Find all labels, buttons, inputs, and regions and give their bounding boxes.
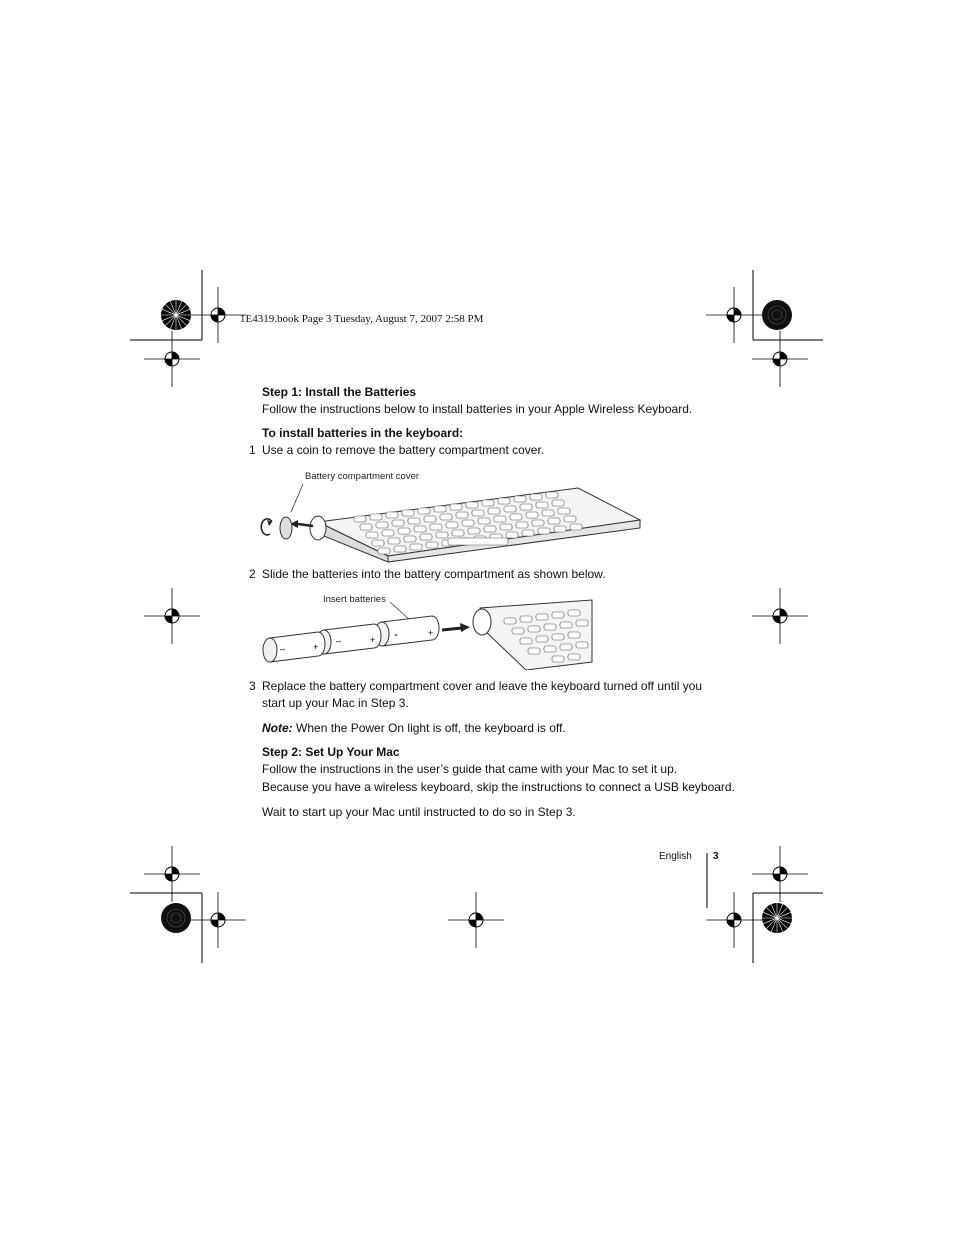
- item1-text: Use a coin to remove the battery compartment cover.: [262, 443, 545, 457]
- step1-heading: Step 1: Install the Batteries: [262, 385, 417, 399]
- step2-line2: Because you have a wireless keyboard, skip the instructions to connect a USB keyboard.: [262, 780, 735, 794]
- svg-text:–: –: [280, 644, 286, 654]
- item2-text: Slide the batteries into the battery compartment as shown below.: [262, 567, 606, 581]
- callout-battery-cover: Battery compartment cover: [305, 471, 420, 482]
- item2-number: 2: [249, 567, 256, 581]
- item3-text-line2: start up your Mac in Step 3.: [262, 696, 409, 710]
- step2-heading: Step 2: Set Up Your Mac: [262, 745, 400, 759]
- step2-line1: Follow the instructions in the user’s guide that came with your Mac to set it up.: [262, 762, 678, 776]
- footer-language: English: [659, 851, 692, 862]
- note-label: Note:: [262, 721, 293, 735]
- svg-text:+: +: [313, 642, 319, 652]
- note: [262, 720, 566, 737]
- step2-line3: Wait to start up your Mac until instructed to do so in Step 3.: [262, 805, 576, 819]
- callout-insert-batteries: Insert batteries: [323, 594, 386, 605]
- keyboard-cover-illustration: [258, 478, 658, 568]
- note-text: When the Power On light is off, the keyboard is off.: [296, 721, 566, 735]
- item1-number: 1: [249, 443, 256, 457]
- svg-text:–: –: [336, 636, 342, 646]
- item3-number: 3: [249, 679, 256, 693]
- batteries-illustration: [260, 598, 600, 670]
- svg-text:-: -: [394, 627, 398, 641]
- svg-text:+: +: [370, 635, 376, 645]
- step1-intro: Follow the instructions below to install batteries in your Apple Wireless Keyboard.: [262, 402, 693, 416]
- step1-subheading: To install batteries in the keyboard:: [262, 426, 464, 440]
- svg-text:+: +: [428, 628, 434, 638]
- file-info-header: 1E4319.book Page 3 Tuesday, August 7, 2007 2:58 PM: [240, 313, 484, 325]
- page-number: 3: [713, 851, 719, 862]
- item3-text-line1: Replace the battery compartment cover and leave the keyboard turned off until you: [262, 679, 703, 693]
